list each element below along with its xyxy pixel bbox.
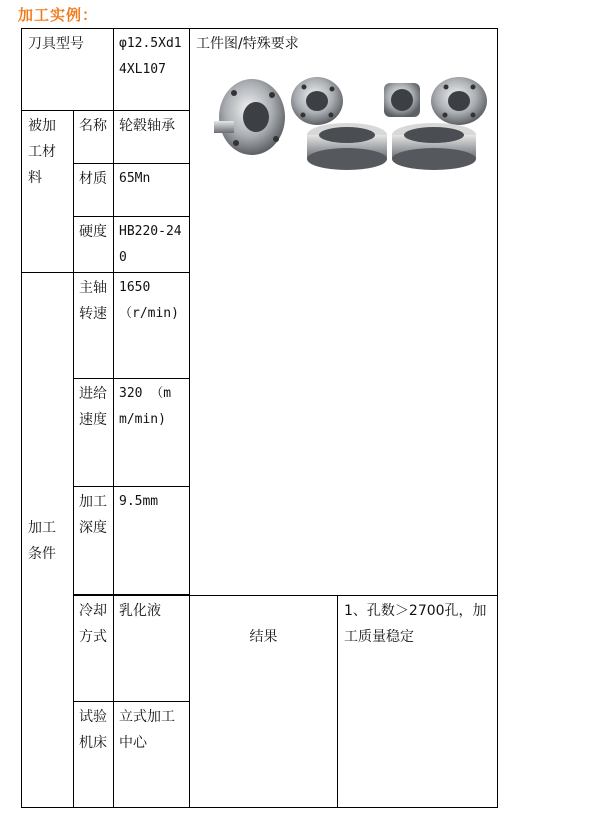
spindle-speed-label: 主轴转速: [74, 273, 114, 379]
test-machine-label: 试验机床: [74, 702, 114, 808]
bearing-cup-1: [307, 123, 387, 170]
section-heading: 加工实例：: [18, 6, 99, 24]
hub-bearing-photo: [214, 75, 489, 175]
conditions-group-label: 加工条件: [22, 273, 74, 808]
feed-speed-label: 进给速度: [74, 379, 114, 487]
cut-depth-label: 加工深度: [74, 487, 114, 595]
tool-model-label: 刀具型号: [22, 29, 114, 111]
flange-part-3: [431, 77, 487, 125]
material-name-value: 轮毂轴承: [114, 111, 190, 164]
hardness-label: 硬度: [74, 217, 114, 273]
coolant-method-label: 冷却方式: [74, 596, 114, 702]
material-grade-value: 65Mn: [114, 164, 190, 217]
test-machine-value: 立式加工中心: [114, 702, 190, 808]
tool-model-value: φ12.5Xd14XL107: [114, 29, 190, 111]
result-label: 结果: [190, 596, 338, 808]
feed-speed-value: 320 （mm/min): [114, 379, 190, 487]
flange-part-2: [291, 77, 343, 125]
material-grade-label: 材质: [74, 164, 114, 217]
bearing-housing: [384, 83, 420, 117]
material-group-label: 被加工材料: [22, 111, 74, 273]
hardness-value: HB220-240: [114, 217, 190, 273]
cut-depth-value: 9.5mm: [114, 487, 190, 595]
bearing-cup-2: [392, 123, 476, 170]
flange-part-1: [214, 79, 285, 155]
result-value: 1、孔数＞2700孔，加工质量稳定: [338, 596, 498, 808]
coolant-method-value: 乳化液: [114, 596, 190, 702]
workpiece-drawing-cell: [190, 29, 498, 596]
material-name-label: 名称: [74, 111, 114, 164]
machining-example-table: [21, 28, 498, 808]
workpiece-drawing-label: 工件图/特殊要求: [196, 36, 299, 52]
spindle-speed-value: 1650 （r/min): [114, 273, 190, 379]
